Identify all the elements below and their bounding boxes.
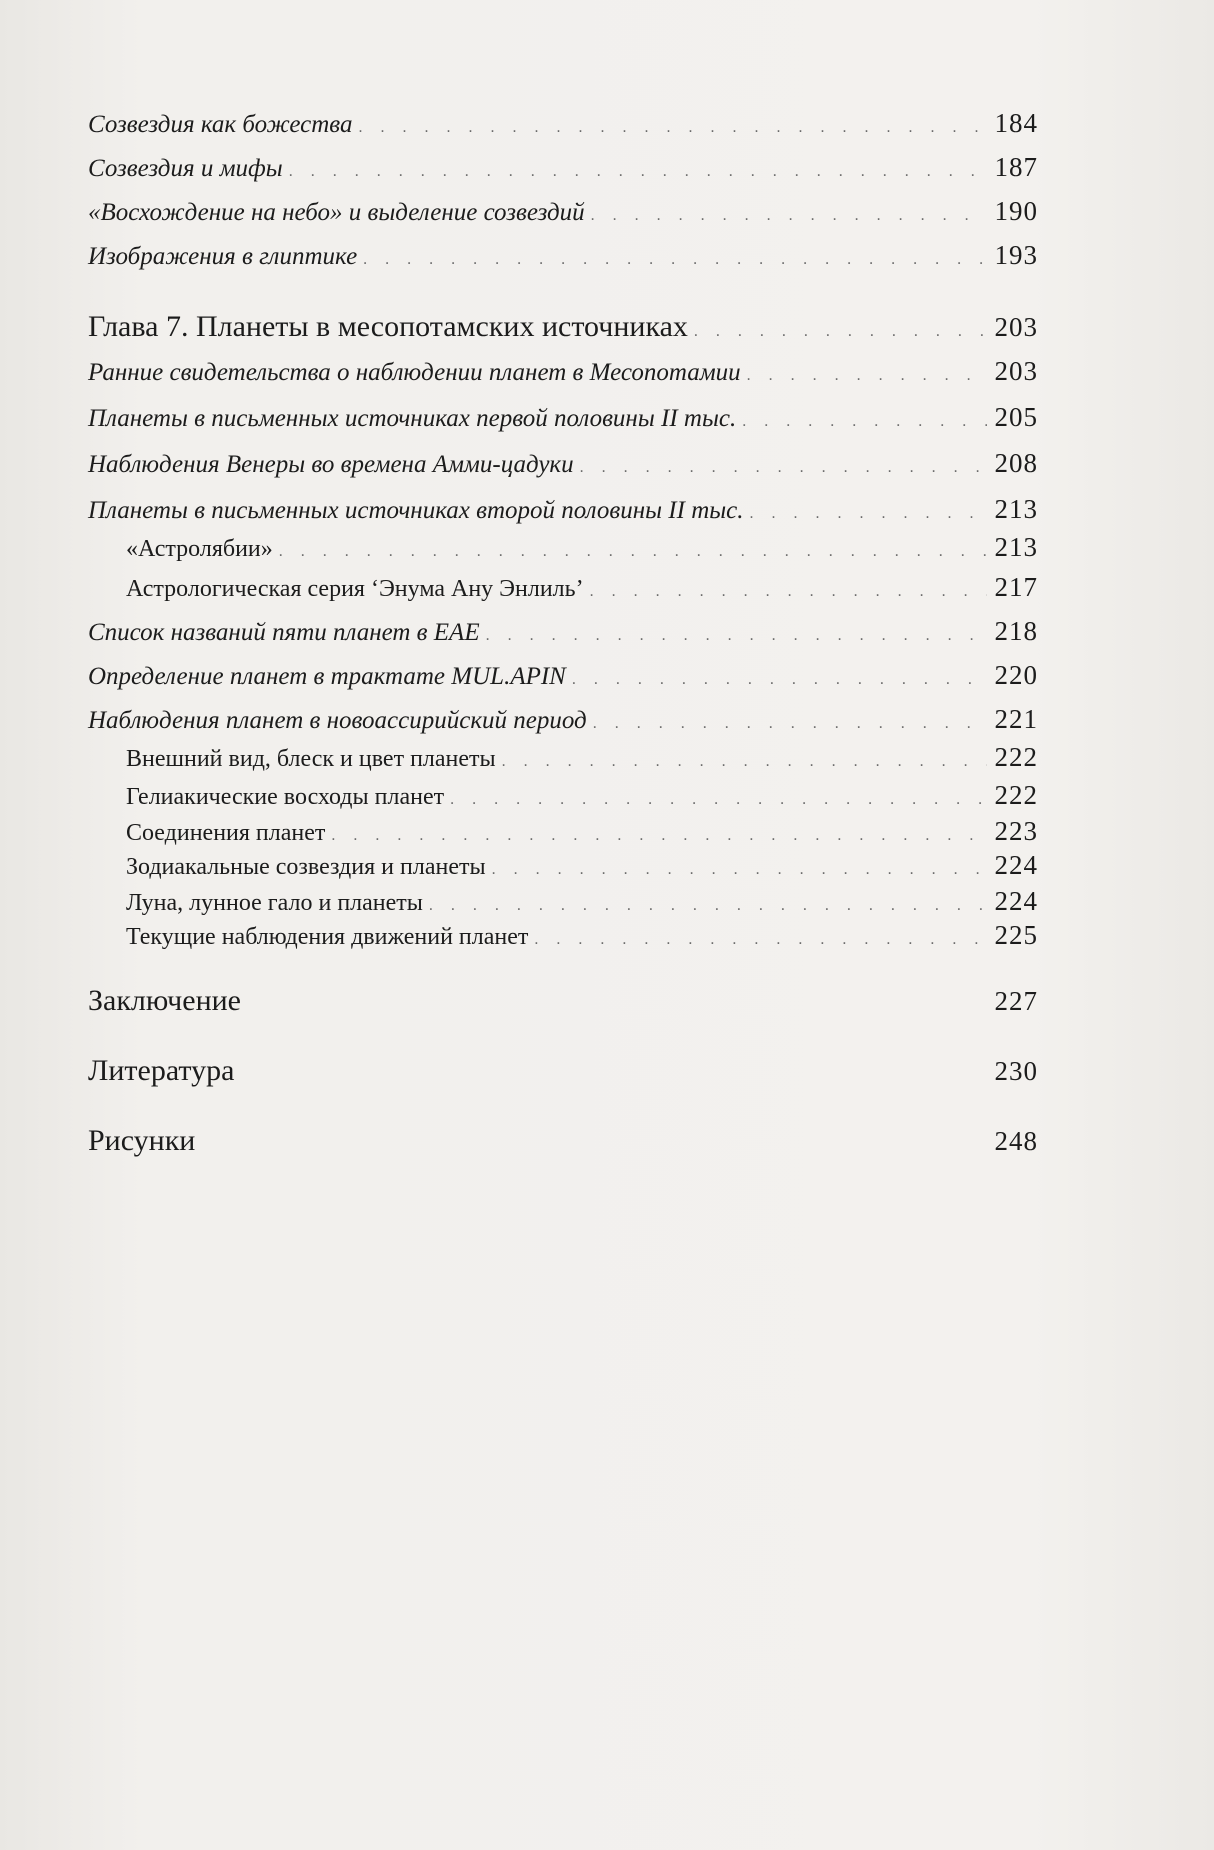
- toc-entry-page: 248: [994, 1126, 1038, 1156]
- toc-entry: [88, 448, 1038, 479]
- toc-entry-page: 205: [994, 402, 1038, 432]
- toc-main-entry: [88, 984, 1038, 1018]
- toc-entry-page: 224: [994, 850, 1038, 880]
- toc-entry-title: Гелиакические восходы планет: [126, 784, 445, 810]
- toc-entry-title: Луна, лунное гало и планеты: [126, 890, 423, 916]
- dot-leader: [580, 459, 987, 477]
- toc-entry-page: 222: [994, 780, 1038, 810]
- toc-entry-title: Созвездия как божества: [88, 111, 353, 138]
- toc-entry-title: «Астролябии»: [126, 536, 273, 562]
- dot-leader: [747, 367, 987, 385]
- toc-entry-title: Определение планет в трактате MUL.APIN: [88, 663, 566, 690]
- toc-entry: [88, 616, 1038, 647]
- toc-subentry: [88, 780, 1038, 811]
- toc-entry-page: 193: [994, 240, 1038, 270]
- dot-leader: [279, 543, 987, 561]
- dot-leader: [591, 207, 987, 225]
- toc-entry-title: Текущие наблюдения движений планет: [126, 924, 529, 950]
- dot-leader: [289, 163, 987, 181]
- dot-leader: [331, 827, 986, 845]
- dot-leader: [742, 413, 986, 431]
- toc-entry-page: 217: [994, 572, 1038, 602]
- toc-entry: [88, 356, 1038, 387]
- toc-entry-page: 190: [994, 196, 1038, 226]
- dot-leader: [359, 119, 987, 137]
- toc-entry: [88, 494, 1038, 525]
- dot-leader: [534, 931, 986, 949]
- toc-entry-title: Созвездия и мифы: [88, 155, 283, 182]
- toc-entry-title: Глава 7. Планеты в месопотамских источниках: [88, 310, 688, 343]
- toc-entry-title: Наблюдения Венеры во времена Амми-цадуки: [88, 451, 574, 478]
- toc-entry-title: Список названий пяти планет в EAE: [88, 619, 480, 646]
- toc-entry: [88, 704, 1038, 735]
- toc-entry-page: 225: [994, 920, 1038, 950]
- toc-entry-page: 184: [994, 108, 1038, 138]
- toc-entry: [88, 152, 1038, 183]
- dot-leader: [694, 323, 987, 341]
- toc-entry: [88, 660, 1038, 691]
- toc-subentry: [88, 532, 1038, 563]
- toc-entry-title: Наблюдения планет в новоассирийский период: [88, 707, 587, 734]
- toc-entry-page: 187: [994, 152, 1038, 182]
- toc-entry-title: Планеты в письменных источниках первой половины II тыс.: [88, 405, 737, 432]
- toc-entry: [88, 196, 1038, 227]
- toc-entry-title: Рисунки: [88, 1124, 196, 1157]
- toc-entry-page: 223: [994, 816, 1038, 846]
- dot-leader: [492, 861, 987, 879]
- toc-entry-page: 203: [994, 312, 1038, 342]
- dot-leader: [486, 627, 987, 645]
- toc-entry-title: Астрологическая серия ‘Энума Ану Энлиль’: [126, 576, 584, 602]
- toc-entry-title: Планеты в письменных источниках второй половины II тыс.: [88, 497, 744, 524]
- toc-entry-title: Зодиакальные созвездия и планеты: [126, 854, 486, 880]
- toc-chapter-entry: [88, 310, 1038, 344]
- toc-entry-title: Заключение: [88, 984, 241, 1017]
- toc-entry-page: 227: [994, 986, 1038, 1016]
- dot-leader: [572, 671, 987, 689]
- toc-entry: [88, 108, 1038, 139]
- toc-subentry: [88, 816, 1038, 847]
- dot-leader: [502, 753, 987, 771]
- toc-main-entry: [88, 1124, 1038, 1158]
- toc-entry-title: Литература: [88, 1054, 235, 1087]
- toc-entry-page: 230: [994, 1056, 1038, 1086]
- toc-entry-page: 213: [994, 532, 1038, 562]
- toc-subentry: [88, 572, 1038, 603]
- toc-entry-page: 208: [994, 448, 1038, 478]
- dot-leader: [593, 715, 987, 733]
- toc-entry: [88, 402, 1038, 433]
- toc-entry-page: 224: [994, 886, 1038, 916]
- toc-subentry: [88, 920, 1038, 951]
- toc-entry-page: 220: [994, 660, 1038, 690]
- dot-leader: [750, 505, 987, 523]
- toc-entry-page: 221: [994, 704, 1038, 734]
- toc-entry-title: «Восхождение на небо» и выделение созвездий: [88, 199, 585, 226]
- toc-entry: [88, 240, 1038, 271]
- dot-leader: [450, 791, 986, 809]
- toc-entry-page: 222: [994, 742, 1038, 772]
- toc-entry-title: Внешний вид, блеск и цвет планеты: [126, 746, 496, 772]
- dot-leader: [429, 897, 987, 915]
- toc-subentry: [88, 742, 1038, 773]
- dot-leader: [363, 251, 986, 269]
- toc-entry-page: 218: [994, 616, 1038, 646]
- toc-entry-page: 213: [994, 494, 1038, 524]
- toc-entry-title: Ранние свидетельства о наблюдении планет в Месопотамии: [88, 359, 741, 386]
- toc-subentry: [88, 850, 1038, 881]
- toc-entry-title: Соединения планет: [126, 820, 326, 846]
- toc-entry-title: Изображения в глиптике: [88, 243, 358, 270]
- toc-main-entry: [88, 1054, 1038, 1088]
- toc-entry-page: 203: [994, 356, 1038, 386]
- toc-subentry: [88, 886, 1038, 917]
- dot-leader: [590, 583, 987, 601]
